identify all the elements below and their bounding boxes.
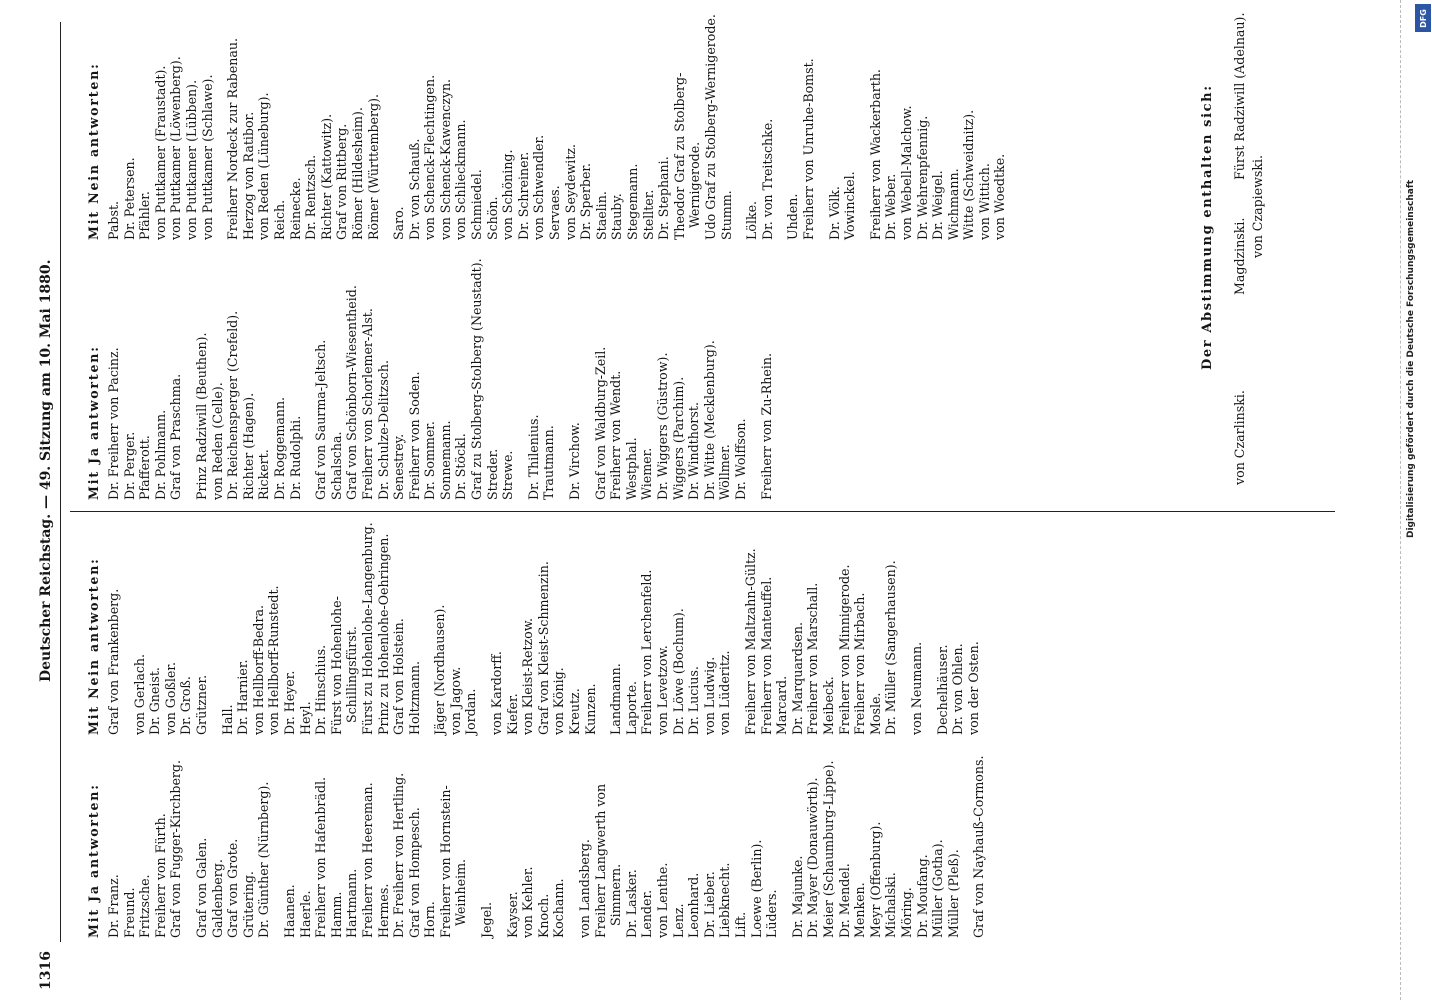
member-name: Dr. Majunke. <box>789 855 805 938</box>
member-name: Freund. <box>121 887 137 938</box>
member-name: Dr. Freiherr von Pacinz. <box>106 347 121 500</box>
member-name: Wichmann. <box>945 168 961 240</box>
member-name: von Neumann. <box>908 641 924 735</box>
member-name: Dr. Weber. <box>883 173 899 240</box>
page-number: 1316 <box>38 951 54 990</box>
member-name: von Schenck-Flechtingen. <box>422 74 438 240</box>
member-name: Streder. <box>484 448 500 500</box>
name-group <box>743 515 899 735</box>
member-name: Marcard. <box>774 675 790 735</box>
member-name: Fritzsche. <box>137 874 153 938</box>
member-name: Dr. Witte (Mecklenburg). <box>701 340 717 500</box>
member-name: Richter (Hagen). <box>240 392 256 500</box>
member-name: Lender. <box>639 889 655 938</box>
member-name: von Kehler. <box>520 866 536 938</box>
member-name: von Reden (Celle). <box>209 382 225 500</box>
page-header <box>0 0 54 1000</box>
digitization-strip <box>1406 0 1432 1000</box>
member-name: Graf von Schönborn-Wiesentheid. <box>344 285 360 500</box>
member-name: Dr. Wiggers (Güstrow). <box>655 352 670 500</box>
member-name: Dr. Sperber. <box>578 162 594 240</box>
member-name: Schalscha. <box>328 431 344 500</box>
name-group <box>489 515 598 735</box>
member-name: Dr. Moufang. <box>914 854 930 938</box>
member-name: Hamm. <box>328 891 344 938</box>
member-name: Dr. Rentzsch. <box>303 154 319 240</box>
member-name: Liebknecht. <box>717 862 733 938</box>
member-name: Heyl. <box>297 701 313 735</box>
member-name: Freiherr von Wendt. <box>608 370 624 500</box>
member-name: Wiggers (Parchim). <box>670 376 686 500</box>
member-name: Herzog von Ratibor. <box>240 111 256 240</box>
member-name: Dr. Hinschius. <box>313 644 329 735</box>
column-heading: Mit Nein antworten: <box>86 62 101 240</box>
abstained-name-3: Fürst Radziwill (Adelnau). <box>1232 12 1247 180</box>
member-name: von Puttkamer (Lübben). <box>183 79 199 240</box>
member-name: von Gerlach. <box>131 653 147 735</box>
member-name: Hermes. <box>375 883 391 938</box>
member-name: Meyr (Offenburg). <box>867 821 883 938</box>
name-group <box>282 728 469 938</box>
member-name: Dr. Pohlmann. <box>152 409 168 500</box>
name-group <box>909 515 925 735</box>
name-group <box>225 10 381 240</box>
member-name: Dr. Virchow. <box>567 422 583 500</box>
abstained-heading: Der Abstimmung enthalten sich: <box>1200 84 1215 370</box>
member-name: Freiherr von Wackerbarth. <box>867 69 883 240</box>
member-name: Vowinckel. <box>842 171 858 240</box>
member-name: Graf von Kleist-Schmenzin. <box>535 561 551 735</box>
member-name: Freiherr Langwerth von Simmern. <box>592 783 624 938</box>
member-name: Müller (Pleß). <box>945 849 961 938</box>
member-name: Kayser. <box>504 891 520 938</box>
name-group <box>106 10 215 240</box>
header-rule <box>60 22 61 942</box>
member-name: Dr. Roggemann. <box>271 396 287 500</box>
name-group <box>971 728 987 938</box>
member-name: Graf von Grote. <box>225 838 241 938</box>
member-name: Loewe (Berlin). <box>748 839 764 938</box>
member-name: Dr. Rudolphi. <box>287 415 303 500</box>
member-name: Galdenberg. <box>209 859 225 938</box>
member-name: Dr. Reichensperger (Crefeld). <box>225 310 241 500</box>
member-name: Wiemer. <box>639 447 655 500</box>
member-name: Wöllmer. <box>717 444 733 500</box>
member-name: Dr. von Treitschke. <box>759 118 775 240</box>
member-name: Römer (Hildesheim). <box>349 107 365 240</box>
member-name: Dr. von Schauß. <box>406 138 422 240</box>
member-name: von Lüderitz. <box>717 650 733 735</box>
member-name: Haerle. <box>297 890 313 938</box>
member-name: Freiherr von Mirbach. <box>852 592 868 735</box>
member-name: Freiherr von Schorlemer-Alst. <box>359 308 375 500</box>
member-name: Dr. Wehrenpfennig. <box>914 115 930 240</box>
member-name: von König. <box>551 667 567 735</box>
member-name: Dr. Schulze-Delitzsch. <box>375 360 391 500</box>
no-column-left <box>86 515 981 735</box>
member-name: von Hellborff-Bedra. <box>250 604 266 735</box>
member-name: Kunzen. <box>582 683 598 735</box>
name-group <box>391 10 734 240</box>
abstained-name-2: Magdzinski. <box>1232 217 1247 295</box>
member-name: Dr. Thilenius. <box>525 414 541 500</box>
member-name: Dr. Völk. <box>826 186 842 240</box>
member-name: Laporte. <box>623 680 639 735</box>
member-name: von Jagow. <box>447 666 463 735</box>
name-group <box>194 728 272 938</box>
member-name: von Webell-Malchow. <box>898 105 914 240</box>
column-heading: Mit Ja antworten: <box>86 783 101 938</box>
dfg-logo-text: DFG <box>1418 8 1428 28</box>
member-name: Pabst. <box>106 200 121 240</box>
member-name: Stellter. <box>640 189 656 240</box>
member-name: Dr. Lasker. <box>623 869 639 938</box>
member-name: Freiherr von Minnigerode. <box>836 564 852 735</box>
member-name: von der Osten. <box>965 641 981 735</box>
member-name: Dr. Heyer. <box>281 670 297 735</box>
member-name: Dr. Franz. <box>106 874 121 938</box>
member-name: Pfähler. <box>137 191 153 240</box>
member-name: Graf von Hompesch. <box>406 807 422 938</box>
member-name: Reich. <box>271 199 287 240</box>
column-heading: Mit Nein antworten: <box>86 557 101 735</box>
member-name: Graf von Frankenberg. <box>106 588 121 735</box>
member-name: Sonnemann. <box>437 420 453 500</box>
name-group <box>785 10 816 240</box>
name-group <box>505 728 567 938</box>
name-group <box>194 260 303 500</box>
member-name: von Kleist-Retzow. <box>520 617 536 735</box>
member-name: Fürst zu Hohenlohe-Langenburg. <box>359 522 375 735</box>
name-group <box>106 728 184 938</box>
member-name: Prinz zu Hohenlohe-Oehringen. <box>375 533 391 735</box>
name-group <box>432 515 479 735</box>
name-group <box>106 260 184 500</box>
member-name: Freiherr von Hafenbrädl. <box>313 776 329 938</box>
page-title: Deutscher Reichstag. — 49. Sitzung am 10. Mai 1880. <box>38 259 54 682</box>
member-name: von Reden (Lüneburg). <box>256 92 272 240</box>
member-name: Dr. Petersen. <box>121 157 137 240</box>
yes-column-left <box>86 728 987 938</box>
member-name: Reinecke. <box>287 177 303 240</box>
member-name: Grützner. <box>193 674 209 735</box>
member-name: Senestrey. <box>391 433 407 500</box>
abstained-name-4: von Czapiewski. <box>1250 154 1265 258</box>
member-name: Dr. Perger. <box>121 431 137 500</box>
member-name: Dr. von Ohlen. <box>950 643 966 735</box>
member-name: Kochann. <box>551 878 567 938</box>
member-name: Trautmann. <box>541 425 557 500</box>
member-name: Graf von Nayhauß-Cormons. <box>971 755 987 938</box>
member-name: von Wittich. <box>976 163 992 240</box>
member-name: Dr. Marquardsen. <box>789 622 805 735</box>
member-name: von Puttkamer (Löwenberg). <box>168 56 184 240</box>
member-name: Graf von Holstein. <box>391 618 407 735</box>
member-name: Strewe. <box>500 450 516 500</box>
member-name: von Schöning. <box>500 149 516 240</box>
member-name: Dr. Löwe (Bochum). <box>670 608 686 735</box>
member-name: Meier (Schaumburg-Lippe). <box>820 760 836 938</box>
member-name: Pfafferott. <box>137 435 153 500</box>
member-name: Freiherr von Unruhe-Bomst. <box>800 58 816 240</box>
member-name: Jordan. <box>463 688 479 735</box>
member-name: Meibeck. <box>820 676 836 735</box>
member-name: Freiherr von Maltzahn-Gültz. <box>742 548 758 735</box>
member-name: Hall. <box>219 704 235 735</box>
member-name: Saro. <box>391 206 407 240</box>
no-column-right <box>86 10 1008 240</box>
member-name: Dr. Mayer (Donauwörth). <box>805 777 821 938</box>
member-name: von Levetzow. <box>655 645 670 735</box>
member-name: Dr. Lucius. <box>686 666 702 735</box>
member-name: Dr. Stephani. <box>656 156 672 240</box>
member-name: von Schlieckmann. <box>453 119 469 240</box>
member-name: Freiherr von Soden. <box>406 371 422 500</box>
member-name: Richter (Kattowitz). <box>318 113 334 240</box>
member-name: Dr. Weigel. <box>930 170 946 240</box>
member-name: Dr. Groß. <box>178 676 194 735</box>
center-divider <box>70 511 1335 512</box>
member-name: Menken. <box>852 882 868 938</box>
member-name: Dr. Lieber. <box>701 871 717 938</box>
member-name: Lenz. <box>670 903 686 938</box>
member-name: Schön. <box>484 196 500 240</box>
member-name: Möring. <box>898 887 914 938</box>
member-name: Mosle. <box>867 692 883 735</box>
name-group <box>608 515 733 735</box>
member-name: Uhden. <box>785 193 801 240</box>
digitization-note: Digitalisierung gefördert durch die Deutsche Forschungsgemeinschaft <box>1406 179 1416 538</box>
member-name: Dechelhäuser. <box>934 644 950 735</box>
member-name: Dr. Stöckl. <box>453 433 469 500</box>
member-name: Servaes. <box>547 185 563 240</box>
member-name: Graf von Fugger-Kirchberg. <box>168 760 184 938</box>
member-name: Jäger (Nordhausen). <box>432 604 448 735</box>
member-name: von Kardorff. <box>489 651 505 735</box>
member-name: Dr. Günther (Nürnberg). <box>256 781 272 938</box>
member-name: Graf von Saurma-Jeltsch. <box>313 339 329 500</box>
name-group <box>577 728 780 938</box>
member-name: Haanen. <box>281 884 297 938</box>
member-name: Dr. Windthorst. <box>686 402 702 500</box>
member-name: Römer (Württemberg). <box>365 94 381 240</box>
name-group <box>132 515 210 735</box>
name-group <box>827 10 858 240</box>
name-group <box>567 260 583 500</box>
member-name: Landmann. <box>608 663 624 735</box>
member-name: Horn. <box>422 901 438 938</box>
member-name: Freiherr von Marschall. <box>805 582 821 735</box>
member-name: Schmiedel. <box>469 169 485 240</box>
member-name: Graf von Galen. <box>193 837 209 938</box>
member-name: Dr. Freiherr von Hertling. <box>391 772 407 938</box>
member-name: Graf von Waldburg-Zeil. <box>592 346 608 500</box>
member-name: Staelin. <box>593 191 609 240</box>
abstained-name-1: von Czarlinski. <box>1232 390 1247 485</box>
member-name: Freiherr von Manteuffel. <box>758 576 774 735</box>
member-name: Leonhard. <box>686 872 702 938</box>
yes-column-right <box>86 260 774 500</box>
member-name: Dr. Gneist. <box>147 667 163 735</box>
name-group <box>593 260 749 500</box>
member-name: Freiherr von Heereman. <box>359 782 375 938</box>
member-name: Michalski. <box>883 872 899 938</box>
member-name: Udo Graf zu Stolberg-Wernigerode. <box>702 14 718 240</box>
member-name: Lüders. <box>764 889 780 938</box>
member-name: Westphal. <box>623 437 639 500</box>
member-name: Dr. Mendel. <box>836 863 852 938</box>
member-name: Graf zu Stolberg-Stolberg (Neustadt). <box>469 258 485 500</box>
member-name: Witte (Schweidnitz). <box>961 109 977 240</box>
member-name: Grütering. <box>240 871 256 938</box>
member-name: Hartmann. <box>344 868 360 938</box>
member-name: Graf von Praschma. <box>168 373 184 500</box>
name-group <box>526 260 557 500</box>
member-name: von Seydewitz. <box>562 143 578 240</box>
member-name: von Landsberg. <box>577 839 593 938</box>
member-name: Stegemann. <box>625 163 640 240</box>
name-group <box>935 515 982 735</box>
member-name: Holtzmann. <box>406 661 422 735</box>
name-group <box>868 10 1008 240</box>
member-name: Freiherr von Zu-Rhein. <box>758 353 774 500</box>
member-name: Dr. Wolffson. <box>732 418 748 500</box>
member-name: Graf von Rittberg. <box>334 123 350 240</box>
member-name: Knoch. <box>535 893 551 938</box>
member-name: Kreutz. <box>567 688 583 735</box>
member-name: Freiherr von Hornstein-Weinheim. <box>437 785 469 938</box>
member-name: Freiherr von Fürth. <box>152 813 168 938</box>
member-name: von Puttkamer (Fraustadt). <box>152 65 168 240</box>
member-name: Dr. Harnier. <box>235 659 251 735</box>
member-name: von Puttkamer (Schlawe). <box>199 74 215 240</box>
member-name: Müller (Gotha). <box>930 839 946 938</box>
name-group <box>479 728 495 938</box>
member-name: von Goßler. <box>162 662 178 735</box>
member-name: Dr. Müller (Sangerhausen). <box>883 560 899 735</box>
name-group <box>744 10 775 240</box>
member-name: Freiherr Nordeck zur Rabenau. <box>225 38 241 240</box>
member-name: Jegel. <box>479 901 495 938</box>
column-heading: Mit Ja antworten: <box>86 345 101 500</box>
member-name: von Woedtke. <box>992 153 1008 240</box>
name-group <box>313 260 516 500</box>
name-group <box>220 515 423 735</box>
member-name: Lift. <box>732 911 748 938</box>
name-group <box>759 260 775 500</box>
page-edge <box>1400 0 1402 1000</box>
member-name: Dr. Sommer. <box>422 421 438 500</box>
member-name: Rickert. <box>256 449 272 500</box>
member-name: von Ludwig. <box>701 656 717 735</box>
member-name: Dr. Schreiner. <box>515 151 531 240</box>
member-name: von Schenck-Kawenczyn. <box>437 78 453 240</box>
name-group <box>106 515 122 735</box>
member-name: von Lenthe. <box>655 862 670 938</box>
member-name: Lölke. <box>744 200 760 240</box>
member-name: Theodor Graf zu Stolberg-Wernigerode. <box>671 72 703 240</box>
member-name: Stauby. <box>609 193 625 240</box>
member-name: Kiefer. <box>504 693 520 735</box>
member-name: Fürst von Hohenlohe-Schillingsfürst. <box>328 596 360 735</box>
name-group <box>790 728 962 938</box>
member-name: von Hellborff-Runstedt. <box>266 585 282 735</box>
member-name: von Schwendler. <box>531 134 547 240</box>
member-name: Freiherr von Lerchenfeld. <box>639 569 655 735</box>
member-name: Stumm. <box>718 190 734 240</box>
member-name: Prinz Radziwill (Beuthen). <box>193 332 209 500</box>
